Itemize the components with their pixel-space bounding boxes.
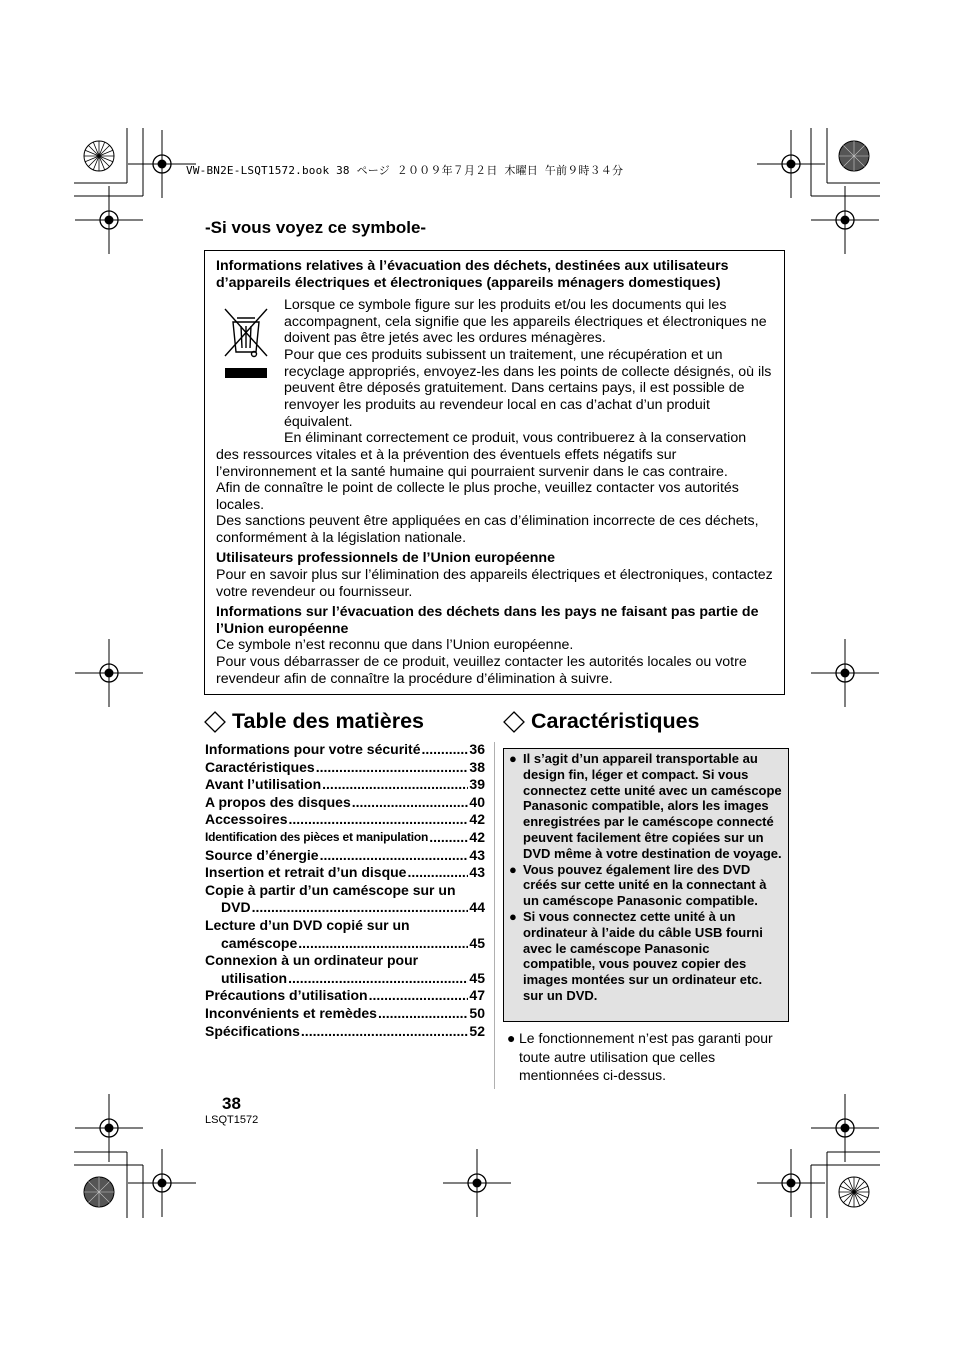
weee-paragraph-4: Afin de connaître le point de collecte le plus proche, veuillez contacter vos autorités locales. [216, 480, 739, 513]
diamond-icon [204, 711, 226, 733]
toc-entry[interactable]: A propos des disques ..... 40 [205, 794, 485, 812]
features-title-text: Caractéristiques [531, 709, 700, 733]
weee-heading: Informations relatives à l’évacuation des déchets, destinées aux utilisateurs d’appareils électriques et électroniques (appareils ménagers domestiques) [216, 258, 729, 291]
toc-entry[interactable]: Caractéristiques ..... 38 [205, 759, 485, 777]
toc-entry[interactable]: Insertion et retrait d’un disque ..... 43 [205, 864, 485, 882]
weee-paragraph-2: Pour que ces produits subissent un traitement, une récupération et un recyclage appropriés, envoyez-les dans les points de collecte désignés, où ils peuvent être déposés gratuitement. Dans certains pays, il est possible de renvoyer les produits au revendeur local en cas d’achat d’un produit équivalent. [284, 347, 772, 430]
toc-title-text: Table des matières [232, 709, 424, 733]
non-eu-text-1: Ce symbole n’est reconnu que dans l’Union européenne. [216, 637, 574, 653]
crossed-out-wheelie-bin-icon [223, 306, 269, 379]
toc-entry[interactable]: Lecture d’un DVD copié sur un caméscope ..... 45 [205, 917, 485, 952]
bullet-icon: ● [509, 908, 517, 924]
toc-entry[interactable]: Connexion à un ordinateur pour utilisation ..... 45 [205, 952, 485, 987]
symbol-section-title: -Si vous voyez ce symbole- [205, 218, 427, 237]
book-header-line: VW-BN2E-LSQT1572.book 38 ページ ２００９年７月２日 木曜日 午前９時３４分 [186, 164, 624, 177]
professional-users-text: Pour en savoir plus sur l’élimination des appareils électriques et électroniques, contactez votre revendeur ou fournisseur. [216, 567, 773, 600]
feature-item: ● Il s’agit d’un appareil transportable au design fin, léger et compact. Si vous connectez cette unité avec un caméscope Panasonic compatible, alors les images enregistrées par le caméscope connecté peuvent facilement être copiées sur un DVD même à votre destination de voyage. [509, 751, 782, 861]
toc-entry[interactable]: Spécifications ..... 52 [205, 1023, 485, 1041]
toc-entry[interactable]: Avant l’utilisation ..... 39 [205, 776, 485, 794]
column-divider [494, 742, 495, 1089]
features-title [503, 709, 700, 734]
weee-paragraph-3-first-line: En éliminant correctement ce produit, vous contribuerez à la conservation [284, 430, 747, 446]
weee-paragraph-5: Des sanctions peuvent être appliquées en cas d’élimination incorrecte de ces déchets, conformément à la législation nationale. [216, 513, 759, 546]
bullet-icon: ● [509, 751, 517, 766]
toc-entry[interactable]: Identification des pièces et manipulation ..... 42 [205, 829, 485, 847]
professional-users-heading: Utilisateurs professionnels de l’Union européenne [216, 550, 555, 566]
toc-entry[interactable]: Copie à partir d’un caméscope sur un DVD ..... 44 [205, 882, 485, 917]
features-note-text: Le fonctionnement n’est pas garanti pour toute autre utilisation que celles mentionnées ci-dessus. [519, 1030, 773, 1084]
toc-entry[interactable]: Source d’énergie ..... 43 [205, 847, 485, 865]
non-eu-text-2: Pour vous débarrasser de ce produit, veuillez contacter les autorités locales ou votre revendeur afin de connaître la procédure d’élimination à suivre. [216, 654, 747, 687]
toc-entry[interactable]: Précautions d’utilisation ..... 47 [205, 987, 485, 1005]
toc-list [205, 741, 485, 1040]
toc-entry[interactable]: Inconvénients et remèdes ..... 50 [205, 1005, 485, 1023]
feature-item: ● Vous pouvez également lire des DVD créés sur cette unité en la connectant à un caméscope Panasonic compatible. [509, 861, 767, 909]
diamond-icon [503, 711, 525, 733]
toc-title [204, 709, 424, 734]
weee-paragraph-3: des ressources vitales et à la prévention des éventuels effets négatifs sur l’environnement et la santé humaine qui pourraient survenir dans le cas contraire. [216, 447, 728, 480]
non-eu-heading: Informations sur l’évacuation des déchets dans les pays ne faisant pas partie de l’Union européenne [216, 604, 759, 637]
bullet-icon: ● [507, 1030, 516, 1046]
page-number: 38 [222, 1094, 241, 1113]
weee-paragraph-1: Lorsque ce symbole figure sur les produits et/ou les documents qui les accompagnent, cela signifie que les appareils électriques et électroniques ne doivent pas être jetés avec les ordures ménagères. [284, 297, 767, 347]
bullet-icon: ● [509, 861, 517, 877]
toc-entry[interactable]: Informations pour votre sécurité ..... 36 [205, 741, 485, 759]
document-code: LSQT1572 [205, 1114, 259, 1126]
weee-info-box [204, 250, 785, 695]
toc-entry[interactable]: Accessoires ..... 42 [205, 811, 485, 829]
features-note [503, 1029, 788, 1085]
feature-item: ● Si vous connectez cette unité à un ordinateur à l’aide du câble USB fourni avec le caméscope Panasonic compatible, vous pouvez copier des images montées sur un ordinateur etc. sur un DVD. [509, 908, 763, 1003]
features-box [503, 748, 789, 1022]
